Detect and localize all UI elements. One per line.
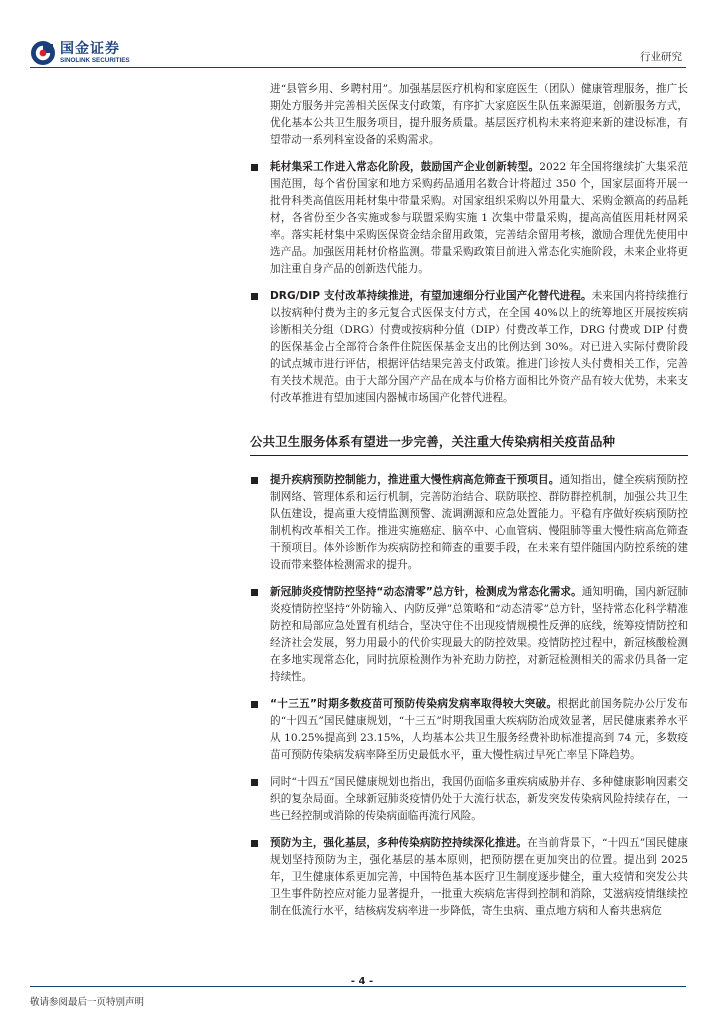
report-category: 行业研究 xyxy=(640,51,682,63)
square-bullet-icon xyxy=(251,589,258,596)
logo-english-name: SINOLINK SECURITIES xyxy=(60,56,130,64)
paragraph-text: 进“县管乡用、乡聘村用”。加强基层医疗机构和家庭医生（团队）健康管理服务，推广长期处方服务并完善相关医保支付政策，有序扩大家庭医生队伍来源渠道，创新服务方式，优化基本公共卫生服务项目，提升服务质量。基层医疗机构未来将迎来新的建设标准，有望带动一系列科室设备的采购需求。 xyxy=(270,83,688,146)
square-bullet-icon xyxy=(251,293,258,300)
square-bullet-icon xyxy=(251,477,258,484)
bullet-item-consumables xyxy=(250,159,688,278)
disclaimer-note: 敬请参阅最后一页特别声明 xyxy=(30,997,145,1008)
bullet-lead: DRG/DIP 支付改革持续推进，有望加速细分行业国产化替代进程。 xyxy=(270,290,592,302)
bullet-text: 同时“十四五”国民健康规划也指出，我国仍面临多重疾病威胁并存、多种健康影响因素交织的复杂局面。全球新冠肺炎疫情仍处于大流行状态，新发突发传染病风险持续存在，一些已经控制或消除的传染病面临再流行风险。 xyxy=(270,776,688,822)
bullet-item-disease-control xyxy=(250,472,688,574)
bullet-text: 在当前背景下，“十四五”国民健康规划坚持预防为主，强化基层的基本原则，把预防摆在更加突出的位置。提出到 2025 年，卫生健康体系更加完善，中国特色基本医疗卫生制度逐步健全，重大疫情和突发公共卫生事件防控应对能力显著提升，一批重大疾病危害得到控制和消除，艾滋病疫情继续控制在低流行水平，结核病发病率进一步降低，寄生虫病、重点地方病和人畜共患病危 xyxy=(270,837,688,917)
square-bullet-icon xyxy=(251,779,258,786)
page-number: - 4 - xyxy=(350,976,374,987)
section-title: 公共卫生服务体系有望进一步完善，关注重大传染病相关疫苗品种 xyxy=(250,434,616,449)
footer-divider xyxy=(30,986,686,987)
bullet-lead: 预防为主，强化基层，多种传染病防控持续深化推进。 xyxy=(270,837,528,849)
section-divider xyxy=(250,455,688,456)
bullet-text: 通知明确，国内新冠肺炎疫情防控坚持“外防输入、内防反弹”总策略和“动态清零”总方针，坚持常态化科学精准防控和局部应急处置有机结合，坚决守住不出现疫情规模性反弹的底线，统筹疫情防控和经济社会发展，努力用最小的代价实现最大的防控效果。疫情防控过程中，新冠核酸检测在多地实现常态化，同时抗原检测作为补充助力防控，对新冠检测相关的需求仍具备一定持续性。 xyxy=(270,586,688,683)
top-body xyxy=(250,81,688,407)
bullet-item-risks xyxy=(250,774,688,825)
sinolink-logo-icon xyxy=(30,40,56,66)
square-bullet-icon xyxy=(251,701,258,708)
section-heading xyxy=(250,432,688,456)
bullet-lead: “十三五”时期多数疫苗可预防传染病发病率取得较大突破。 xyxy=(270,698,558,710)
page-header xyxy=(0,0,724,72)
section-body xyxy=(250,472,688,920)
bullet-lead: 新冠肺炎疫情防控坚持“动态清零”总方针，检测成为常态化需求。 xyxy=(270,586,582,598)
square-bullet-icon xyxy=(251,840,258,847)
bullet-lead: 耗材集采工作进入常态化阶段，鼓励国产企业创新转型。 xyxy=(270,161,540,173)
header-divider xyxy=(30,67,686,68)
bullet-text: 通知指出，健全疾病预防控制网络、管理体系和运行机制，完善防治结合、联防联控、群防群控机制，加强公共卫生队伍建设，提高重大疫情监测预警、流调溯源和应急处置能力。平稳有序做好疾病预防控制机构改革相关工作。推进实施癌症、脑卒中、心血管病、慢阻肺等重大慢性病高危筛查干预项目。体外诊断作为疾病防控和筛查的重要手段，在未来有望伴随国内防控系统的建设而带来整体检测需求的提升。 xyxy=(270,474,689,571)
bullet-text: 未来国内将持续推行以按病种付费为主的多元复合式医保支付方式，在全国 40%以上的统筹地区开展按疾病诊断相关分组（DRG）付费或按病种分值（DIP）付费改革工作，DRG 付费或 DIP 付费的医保基金占全部符合条件住院医保基金支出的比例达到 30%。对已进入实际付费阶段的试点城市进行评估，根据评估结果完善支付政策。推进门诊按人头付费相关工作，完善有关技术规范。由于大部分国产产品在成本与价格方面相比外资产品有较大优势，未来支付改革推进有望加速国内器械市场国产化替代进程。 xyxy=(270,290,688,404)
logo-chinese-name: 国金证券 xyxy=(60,40,120,57)
bullet-item-covid-testing xyxy=(250,584,688,686)
bullet-lead: 提升疾病预防控制能力，推进重大慢性病高危筛查干预项目。 xyxy=(270,474,560,486)
square-bullet-icon xyxy=(251,164,258,171)
bullet-text: 根据此前国务院办公厅发布的“十四五”国民健康规划，“十三五”时期我国重大疾病防治成效显著，居民健康素养水平从 10.25%提高到 23.15%，人均基本公共卫生服务经费补助标准提高到 74 元，多数疫苗可预防传染病发病率降至历史最低水平，重大慢性病过早死亡率呈下降趋势。 xyxy=(270,698,688,761)
bullet-item-vaccine-progress xyxy=(250,696,688,764)
paragraph-continuation xyxy=(250,81,688,149)
bullet-item-prevention xyxy=(250,835,688,920)
bullet-text: 2022 年全国将继续扩大集采范围范围，每个省份国家和地方采购药品通用名数合计将超过 350 个，国家层面将开展一批骨科类高值医用耗材集中带量采购。对国家组织采购以外用量大、采购金额高的药品耗材，各省份至少各实施或参与联盟采购实施 1 次集中带量采购，提高高值医用耗材网采率。落实耗材集中采购医保资金结余留用政策，完善结余留用考核，激励合理优先使用中选产品。加强医用耗材价格监测。带量采购政策目前进入常态化实施阶段，未来企业将更加注重自身产品的创新迭代能力。 xyxy=(270,161,689,275)
company-logo xyxy=(30,40,130,66)
bullet-item-drg-dip xyxy=(250,288,688,407)
